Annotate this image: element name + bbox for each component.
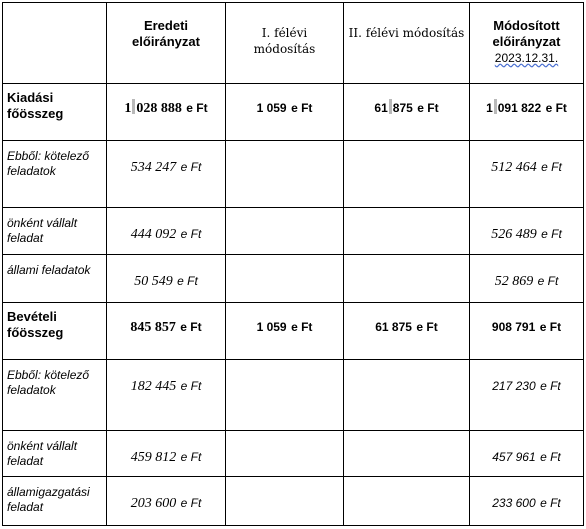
value-number: 534 247 [130, 160, 177, 175]
value-cell [107, 84, 226, 141]
value-number: 217 230 [492, 379, 536, 393]
row-label: államigazgatási feladat [3, 477, 107, 526]
header-modified-label: Módosított előirányzat [492, 18, 561, 49]
value-unit: e Ft [180, 160, 202, 174]
value-unit: e Ft [291, 101, 313, 115]
value-number: 845 857 [130, 320, 176, 335]
table-row [3, 255, 584, 303]
budget-table [2, 2, 584, 526]
value-cell [107, 303, 226, 360]
table-row [3, 84, 584, 141]
value-cell [344, 303, 470, 360]
value-unit: e Ft [180, 379, 202, 393]
value-unit: e Ft [540, 450, 561, 464]
row-label: Bevételi főösszeg [3, 303, 107, 360]
table-row [3, 141, 584, 208]
empty-cell [226, 431, 344, 477]
value-number: 457 961 [492, 450, 536, 464]
value-cell [470, 431, 584, 477]
value-unit: e Ft [180, 450, 202, 464]
value-cell [107, 477, 226, 526]
value-unit: e Ft [540, 379, 561, 393]
row-label: Kiadási főösszeg [3, 84, 107, 141]
value-number: 61 875 [375, 320, 412, 334]
text-cursor [389, 99, 392, 114]
value-unit: e Ft [291, 320, 313, 334]
value-cell [107, 208, 226, 255]
value-number: 61 875 [374, 101, 413, 115]
row-label: állami feladatok [3, 255, 107, 303]
empty-cell [344, 141, 470, 208]
value-cell [470, 84, 584, 141]
value-cell [226, 303, 344, 360]
value-number: 459 812 [130, 450, 177, 465]
value-cell [107, 360, 226, 431]
row-label: önként vállalt feladat [3, 431, 107, 477]
value-number: 444 092 [130, 227, 177, 242]
value-cell [470, 208, 584, 255]
table-row [3, 303, 584, 360]
value-number: 512 464 [491, 160, 537, 175]
row-label: önként vállalt feladat [3, 208, 107, 255]
row-label: Ebből: kötelező feladatok [3, 141, 107, 208]
empty-cell [226, 255, 344, 303]
table-row [3, 360, 584, 431]
value-cell [344, 84, 470, 141]
value-unit: e Ft [177, 274, 198, 288]
empty-cell [344, 208, 470, 255]
value-number: 1 028 888 [124, 101, 182, 116]
value-unit: e Ft [541, 160, 562, 174]
value-cell [470, 303, 584, 360]
header-modified-appropriation [470, 3, 584, 84]
value-cell [107, 431, 226, 477]
value-number: 50 549 [134, 274, 173, 289]
row-label: Ebből: kötelező feladatok [3, 360, 107, 431]
empty-cell [344, 431, 470, 477]
table-row [3, 477, 584, 526]
value-unit: e Ft [186, 101, 208, 115]
value-cell [470, 255, 584, 303]
value-unit: e Ft [537, 274, 559, 288]
empty-cell [226, 208, 344, 255]
value-number: 1 091 822 [486, 101, 542, 115]
value-number: 1 059 [256, 320, 287, 334]
empty-cell [226, 360, 344, 431]
header-second-half-modification: II. félévi módosítás [344, 3, 470, 84]
value-cell [470, 141, 584, 208]
value-cell [226, 84, 344, 141]
header-original-appropriation: Eredeti előirányzat [107, 3, 226, 84]
value-number: 908 791 [491, 320, 536, 334]
text-cursor [132, 99, 135, 114]
header-first-half-modification: I. félévi módosítás [226, 3, 344, 84]
corner-cell [3, 3, 107, 84]
table-row [3, 208, 584, 255]
value-number: 182 445 [130, 379, 177, 394]
value-unit: e Ft [417, 101, 439, 115]
value-cell [107, 141, 226, 208]
empty-cell [226, 477, 344, 526]
value-number: 203 600 [130, 496, 177, 511]
value-unit: e Ft [539, 320, 562, 334]
value-unit: e Ft [180, 496, 202, 510]
empty-cell [344, 255, 470, 303]
value-cell [470, 477, 584, 526]
value-unit: e Ft [545, 101, 567, 115]
value-unit: e Ft [416, 320, 438, 334]
value-unit: e Ft [541, 227, 562, 241]
value-cell [470, 360, 584, 431]
empty-cell [344, 477, 470, 526]
table-row [3, 431, 584, 477]
value-number: 233 600 [492, 496, 536, 510]
value-number: 1 059 [256, 101, 287, 115]
empty-cell [344, 360, 470, 431]
header-row [3, 3, 584, 84]
header-modified-date: 2023.12.31. [494, 51, 559, 65]
value-number: 52 869 [494, 274, 534, 289]
value-cell [107, 255, 226, 303]
value-unit: e Ft [540, 496, 561, 510]
text-cursor [494, 99, 497, 114]
value-number: 526 489 [491, 227, 537, 242]
empty-cell [226, 141, 344, 208]
value-unit: e Ft [180, 320, 202, 334]
value-unit: e Ft [180, 227, 202, 241]
